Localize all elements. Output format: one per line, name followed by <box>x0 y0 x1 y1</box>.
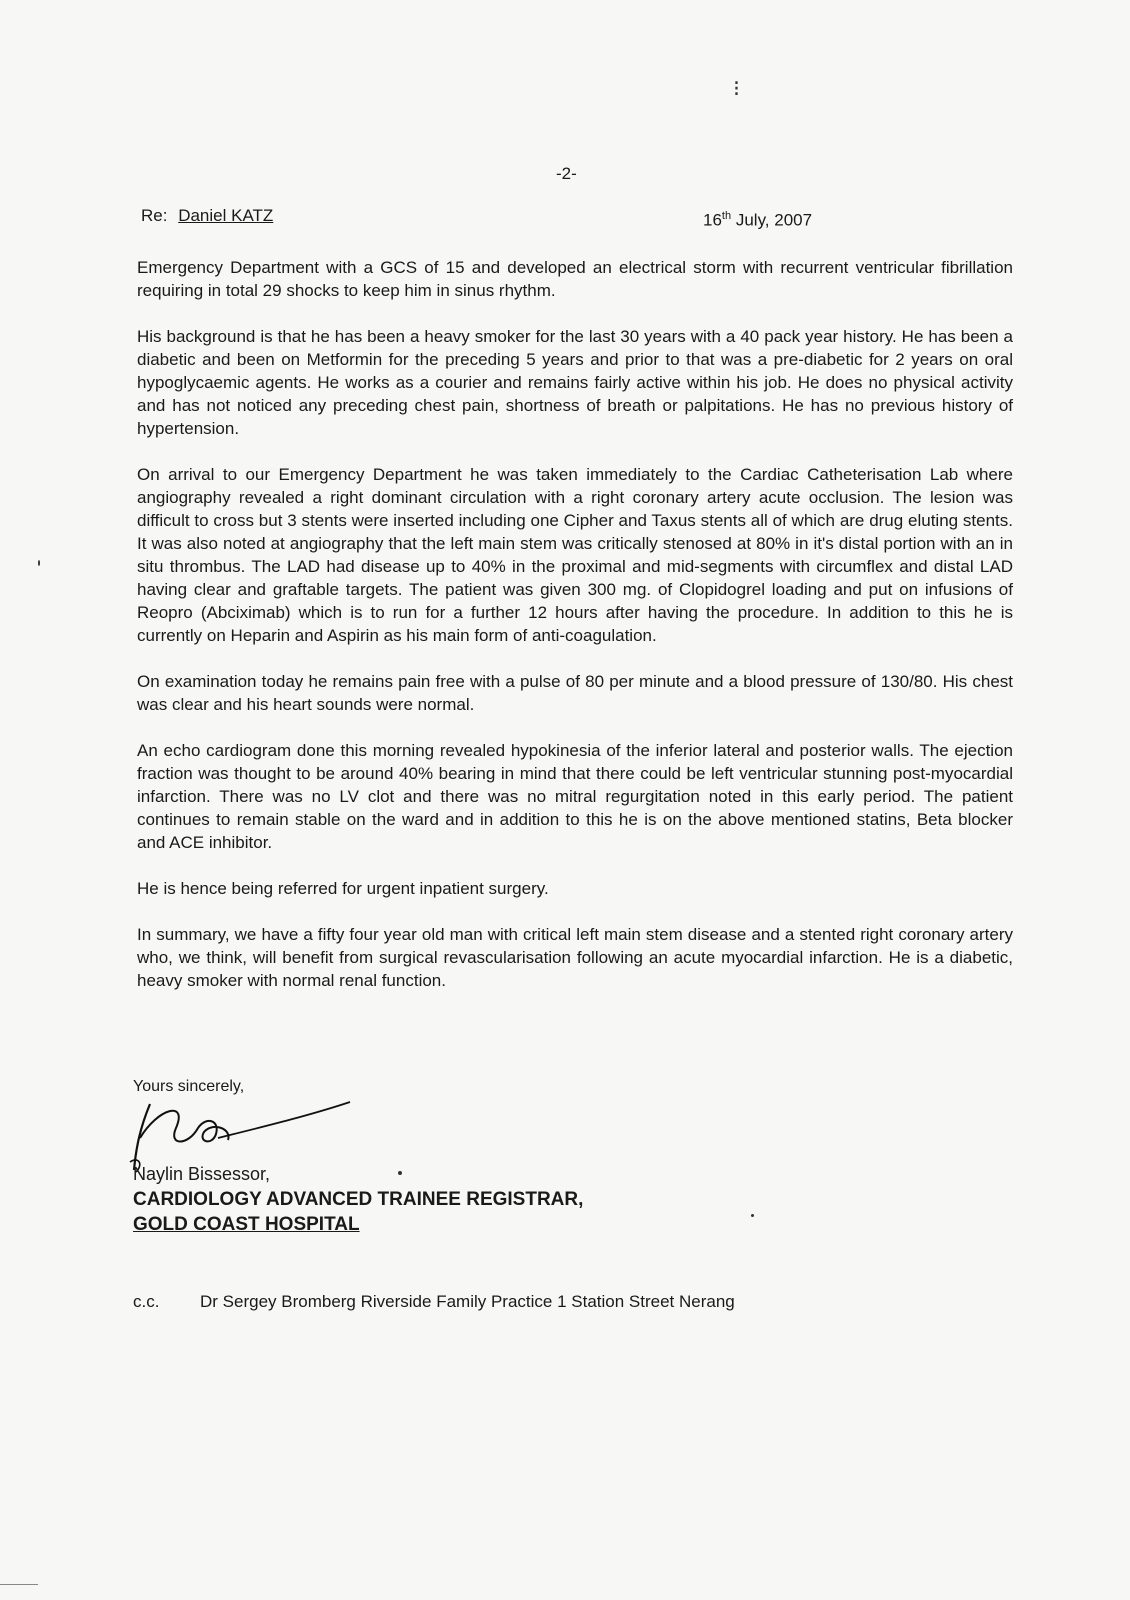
handwritten-mark-icon: ⁝ <box>733 76 740 101</box>
paragraph-referral: He is hence being referred for urgent inpatient surgery. <box>137 879 549 898</box>
page-number: -2- <box>556 164 577 183</box>
scan-speck <box>398 1171 402 1175</box>
paragraph-arrival: On arrival to our Emergency Department he was taken immediately to the Cardiac Catheterisation Lab where angiography revealed a right dominant circulation with a right coronary artery acute occlusion. The lesion was difficult to cross but 3 stents were inserted including one Cipher and Taxus stents all of which are drug eluting stents. It was also noted at angiography that the left main stem was critically stenosed at 80% in it's distal portion with an in situ thrombus. The LAD had disease up to 40% in the proximal and mid-segments with circumflex and distal LAD having clear and graftable targets. The patient was given 300 mg. of Clopidogrel loading and put on infusions of Reopro (Abciximab) which is to run for a further 12 hours after having the procedure. In addition to this he is currently on Heparin and Aspirin as his main form of anti-coagulation. <box>137 465 1013 645</box>
signer-organization: GOLD COAST HOSPITAL <box>133 1214 360 1235</box>
signer-title: CARDIOLOGY ADVANCED TRAINEE REGISTRAR, <box>133 1189 584 1210</box>
scan-edge-line <box>0 1584 38 1585</box>
scan-speck <box>751 1214 754 1217</box>
paragraph-summary: In summary, we have a fifty four year old man with critical left main stem disease and a stented right coronary artery who, we think, will benefit from surgical revascularisation following an acute myocardial infarction. He is a diabetic, heavy smoker with normal renal function. <box>137 925 1013 990</box>
signer-name: Naylin Bissessor, <box>133 1164 271 1184</box>
paragraph-echo: An echo cardiogram done this morning revealed hypokinesia of the inferior lateral and posterior walls. The ejection fraction was thought to be around 40% bearing in mind that there could be left ventricular stunning post-myocardial infarction. There was no LV clot and there was no mitral regurgitation noted in this early period. The patient continues to remain stable on the ward and in addition to this he is on the above mentioned statins, Beta blocker and ACE inhibitor. <box>137 741 1013 852</box>
letter-body <box>137 256 1013 1015</box>
paragraph-background: His background is that he has been a heavy smoker for the last 30 years with a 40 pack year history. He has been a diabetic and been on Metformin for the preceding 5 years and prior to that was a pre-diabetic for 2 years on oral hypoglycaemic agents. He works as a courier and remains fairly active within his job. He does no physical activity and has not noticed any preceding chest pain, shortness of breath or palpitations. He has no previous history of hypertension. <box>137 327 1013 438</box>
paragraph-emergency: Emergency Department with a GCS of 15 and developed an electrical storm with recurrent ventricular fibrillation requiring in total 29 shocks to keep him in sinus rhythm. <box>137 258 1013 300</box>
cc-recipient: Dr Sergey Bromberg Riverside Family Practice 1 Station Street Nerang <box>200 1292 735 1311</box>
date-day: 16 <box>703 210 722 230</box>
patient-name: Daniel KATZ <box>178 206 274 225</box>
date-rest: July, 2007 <box>731 210 813 230</box>
re-label: Re: <box>141 206 168 225</box>
scan-speck <box>38 560 40 566</box>
date-suffix: th <box>721 210 732 222</box>
closing: Yours sincerely, <box>133 1078 245 1095</box>
paragraph-examination: On examination today he remains pain free with a pulse of 80 per minute and a blood pressure of 130/80. His chest was clear and his heart sounds were normal. <box>137 672 1013 714</box>
cc-label: c.c. <box>133 1292 160 1311</box>
letter-date <box>703 210 812 231</box>
re-line <box>141 206 273 226</box>
